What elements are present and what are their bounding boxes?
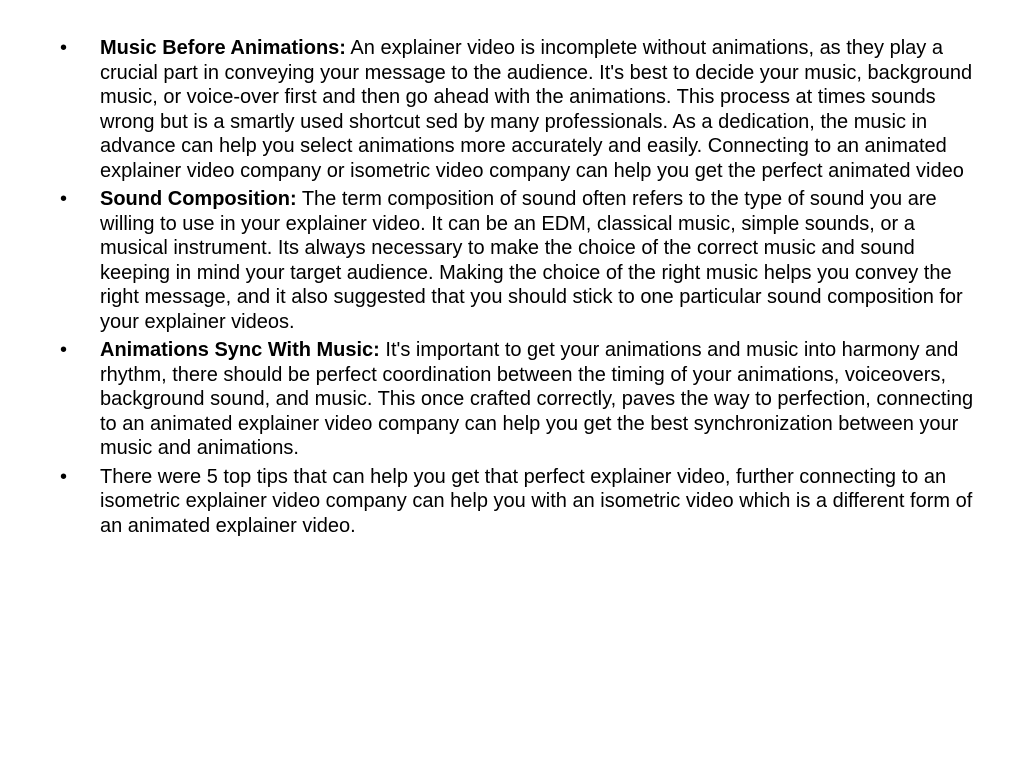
bullet-title: Music Before Animations: (100, 37, 346, 59)
bullet-icon: • (60, 465, 68, 488)
bullet-title: Animations Sync With Music: (100, 339, 380, 361)
bullet-text: An explainer video is incomplete without animations, as they play a crucial part in conveying your message to the audience. It's best to decide your music, background music, or voice-over first and then go ahead with the animations. This process at times sounds wrong but is a smartly used shortcut sed by many professionals. As a dedication, the music in advance can help you select animations more accurately and easily. Connecting to an animated explainer video company or isometric video company can help you get the perfect animated video (100, 37, 973, 182)
bullet-icon: • (60, 188, 68, 210)
bullet-icon: • (60, 37, 68, 59)
bullet-item-music-before-animations (60, 36, 975, 183)
bullet-text: The term composition of sound often refers to the type of sound you are willing to use in your explainer video. It can be an EDM, classical music, simple sounds, or a musical instrument. Its always necessary to make the choice of the correct music and sound keeping in mind your target audience. Making the choice of the right music helps you convey the right message, and it also suggested that you should stick to one particular sound composition for your explainer videos. (100, 188, 963, 333)
bullet-list (60, 36, 975, 542)
bullet-title: Sound Composition: (100, 188, 297, 210)
bullet-icon: • (60, 339, 68, 361)
bullet-item-animations-sync (60, 338, 975, 461)
bullet-text: There were 5 top tips that can help you get that perfect explainer video, further connecting to an isometric explainer video company can help you with an isometric video which is a different form of an animated explainer video. (100, 465, 973, 537)
bullet-item-summary (60, 465, 975, 539)
bullet-item-sound-composition (60, 187, 975, 334)
bullet-text: It's important to get your animations and music into harmony and rhythm, there should be perfect coordination between the timing of your animations, voiceovers, background sound, and music. This once crafted correctly, paves the way to perfection, connecting to an animated explainer video company can help you get the best synchronization between your music and animations. (100, 339, 974, 459)
